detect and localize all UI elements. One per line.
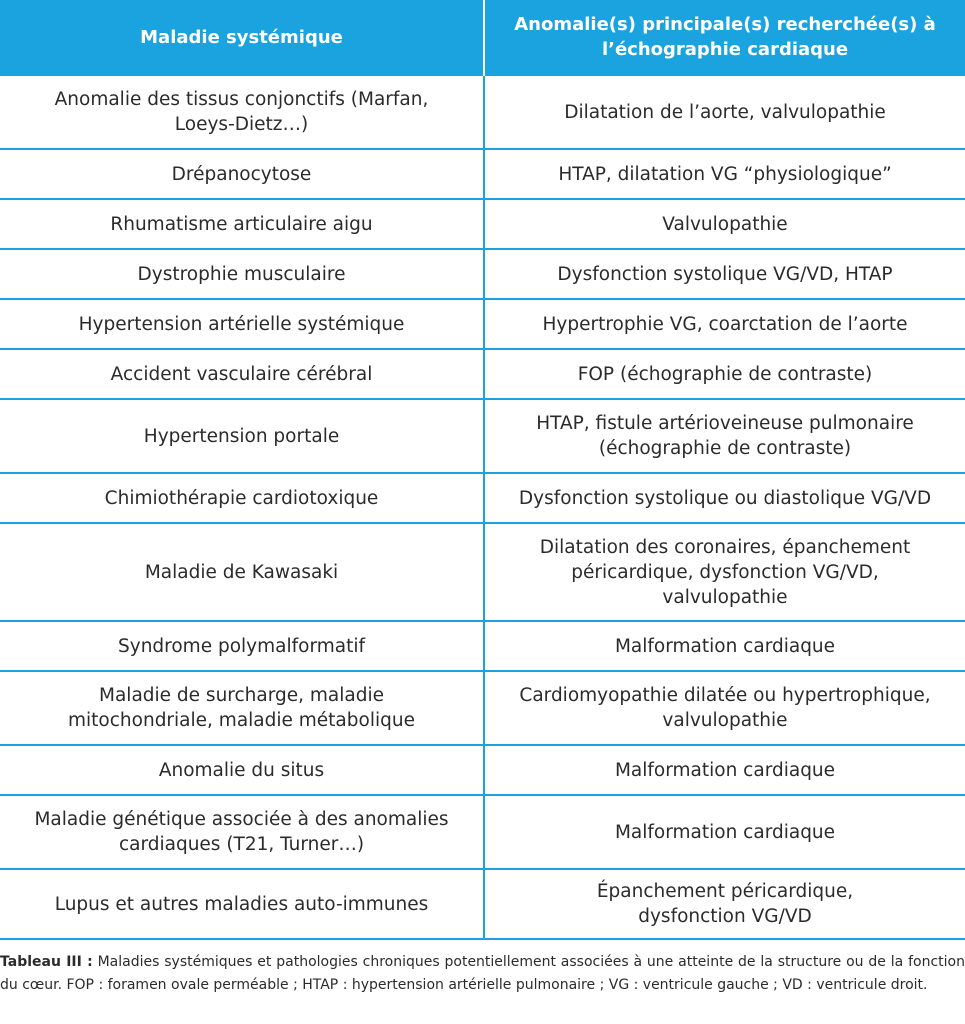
disease-cell: Hypertension portale [0, 399, 484, 473]
table-row [0, 149, 965, 199]
table-row [0, 399, 965, 473]
caption-text: Maladies systémiques et pathologies chroniques potentiellement associées à une atteinte de la structure ou de la fonction du cœur. FOP : foramen ovale perméable ; HTAP : hypertension artérielle pulmonaire ; VG : ventricule gauche ; VD : ventricule droit. [0, 954, 965, 993]
table-row [0, 249, 965, 299]
table-row [0, 795, 965, 869]
finding-cell: Valvulopathie [484, 199, 965, 249]
finding-cell: Hypertrophie VG, coarctation de l’aorte [484, 299, 965, 349]
finding-cell: Épanchement péricardique, dysfonction VG/VD [484, 869, 965, 939]
table-row [0, 621, 965, 671]
disease-cell: Hypertension artérielle systémique [0, 299, 484, 349]
table-row [0, 523, 965, 621]
finding-cell: Cardiomyopathie dilatée ou hypertrophique, valvulopathie [484, 671, 965, 745]
finding-cell: Malformation cardiaque [484, 795, 965, 869]
disease-cell: Anomalie du situs [0, 745, 484, 795]
disease-cell: Anomalie des tissus conjonctifs (Marfan, Loeys-Dietz…) [0, 75, 484, 149]
finding-cell: HTAP, fistule artérioveineuse pulmonaire (échographie de contraste) [484, 399, 965, 473]
table-row [0, 869, 965, 939]
disease-cell: Chimiothérapie cardiotoxique [0, 473, 484, 523]
disease-cell: Drépanocytose [0, 149, 484, 199]
table-header [0, 0, 965, 75]
finding-cell: HTAP, dilatation VG “physiologique” [484, 149, 965, 199]
disease-cell: Rhumatisme articulaire aigu [0, 199, 484, 249]
header-disease: Maladie systémique [0, 0, 484, 75]
header-row [0, 0, 965, 75]
finding-cell: Dysfonction systolique ou diastolique VG/VD [484, 473, 965, 523]
table-row [0, 473, 965, 523]
table-row [0, 671, 965, 745]
finding-cell: Malformation cardiaque [484, 745, 965, 795]
disease-cell: Lupus et autres maladies auto-immunes [0, 869, 484, 939]
finding-cell: FOP (échographie de contraste) [484, 349, 965, 399]
finding-cell: Dilatation de l’aorte, valvulopathie [484, 75, 965, 149]
header-finding: Anomalie(s) principale(s) recherchée(s) à l’échographie cardiaque [484, 0, 965, 75]
table-row [0, 199, 965, 249]
table-row [0, 745, 965, 795]
table-caption [0, 951, 965, 997]
disease-cell: Accident vasculaire cérébral [0, 349, 484, 399]
disease-cell: Maladie génétique associée à des anomalies cardiaques (T21, Turner…) [0, 795, 484, 869]
caption-label: Tableau III : [0, 954, 93, 970]
finding-cell: Dysfonction systolique VG/VD, HTAP [484, 249, 965, 299]
table-body [0, 75, 965, 939]
disease-cell: Maladie de surcharge, maladie mitochondriale, maladie métabolique [0, 671, 484, 745]
table-row [0, 299, 965, 349]
disease-cell: Dystrophie musculaire [0, 249, 484, 299]
table-row [0, 75, 965, 149]
disease-cell: Syndrome polymalformatif [0, 621, 484, 671]
disease-cell: Maladie de Kawasaki [0, 523, 484, 621]
finding-cell: Dilatation des coronaires, épanchement péricardique, dysfonction VG/VD, valvulopathie [484, 523, 965, 621]
table-row [0, 349, 965, 399]
finding-cell: Malformation cardiaque [484, 621, 965, 671]
